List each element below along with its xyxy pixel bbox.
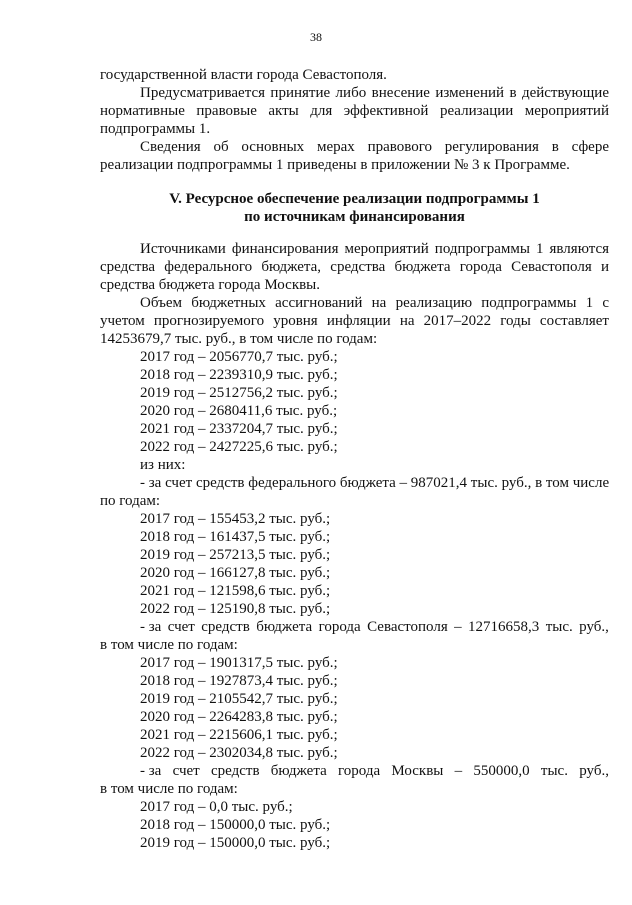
federal-year-2018: 2018 год – 161437,5 тыс. руб.; — [140, 529, 331, 545]
sevastopol-budget-line-1 — [100, 618, 609, 636]
sevastopol-year-2018: 2018 год – 1927873,4 тыс. руб.; — [140, 673, 338, 689]
sevastopol-year-2021: 2021 год – 2215606,1 тыс. руб.; — [140, 727, 338, 743]
paragraph-legal-acts: Предусматривается принятие либо внесение изменений в действующие нормативные правовые акты для эффективной реализации мероприятий подпрограммы 1. — [100, 85, 609, 137]
total-year-2018: 2018 год – 2239310,9 тыс. руб.; — [140, 367, 338, 383]
federal-year-2017: 2017 год – 155453,2 тыс. руб.; — [140, 511, 331, 527]
total-year-2021: 2021 год – 2337204,7 тыс. руб.; — [140, 421, 338, 437]
moscow-word: - за — [140, 763, 162, 779]
of-which-label: из них: — [140, 457, 186, 473]
paragraph-continuation: государственной власти города Севастополя. — [100, 67, 387, 83]
federal-year-2022: 2022 год – 125190,8 тыс. руб.; — [140, 601, 331, 617]
moscow-year-2018: 2018 год – 150000,0 тыс. руб.; — [140, 817, 331, 833]
total-year-2020: 2020 год – 2680411,6 тыс. руб.; — [140, 403, 338, 419]
sevastopol-year-2019: 2019 год – 2105542,7 тыс. руб.; — [140, 691, 338, 707]
sevastopol-budget-line-2: в том числе по годам: — [100, 637, 238, 653]
sevastopol-word: счет — [167, 619, 195, 635]
sevastopol-year-2022: 2022 год – 2302034,8 тыс. руб.; — [140, 745, 338, 761]
federal-budget-line-1: - за счет средств федерального бюджета – 987021,4 тыс. руб., в том числе — [140, 475, 610, 491]
sevastopol-word: 12716658,3 — [468, 619, 540, 635]
sevastopol-year-2020: 2020 год – 2264283,8 тыс. руб.; — [140, 709, 338, 725]
sevastopol-word: руб., — [579, 619, 609, 635]
total-year-2019: 2019 год – 2512756,2 тыс. руб.; — [140, 385, 338, 401]
section-heading-line-1: V. Ресурсное обеспечение реализации подпрограммы 1 — [169, 191, 540, 207]
sevastopol-word: средств — [201, 619, 250, 635]
federal-budget-line-2: по годам: — [100, 493, 161, 509]
paragraph-regulation-info: Сведения об основных мерах правового регулирования в сфере реализации подпрограммы 1 приведены в приложении № 3 к Программе. — [100, 139, 609, 173]
paragraph-budget-total: Объем бюджетных ассигнований на реализацию подпрограммы 1 с учетом прогнозируемого уровня инфляции на 2017–2022 годы составляет 14253679,7 тыс. руб., в том числе по годам: — [100, 295, 609, 347]
sevastopol-word: Севастополя — [367, 619, 448, 635]
federal-year-2021: 2021 год – 121598,6 тыс. руб.; — [140, 583, 331, 599]
moscow-budget-line-1 — [100, 762, 609, 780]
section-heading-line-2: по источникам финансирования — [244, 209, 465, 225]
moscow-word: средств — [210, 763, 260, 779]
moscow-word: – — [454, 763, 463, 779]
sevastopol-year-2017: 2017 год – 1901317,5 тыс. руб.; — [140, 655, 338, 671]
moscow-word: тыс. — [540, 763, 568, 779]
page-number: 38 — [310, 30, 322, 44]
moscow-word: Москвы — [391, 763, 444, 779]
moscow-year-2017: 2017 год – 0,0 тыс. руб.; — [140, 799, 293, 815]
moscow-year-2019: 2019 год – 150000,0 тыс. руб.; — [140, 835, 331, 851]
moscow-word: руб., — [579, 763, 609, 779]
federal-year-2020: 2020 год – 166127,8 тыс. руб.; — [140, 565, 331, 581]
sevastopol-word: бюджета — [256, 619, 313, 635]
sevastopol-word: - за — [140, 619, 162, 635]
moscow-word: 550000,0 — [473, 763, 530, 779]
moscow-word: счет — [172, 763, 200, 779]
moscow-word: бюджета — [270, 763, 327, 779]
total-year-2022: 2022 год – 2427225,6 тыс. руб.; — [140, 439, 338, 455]
sevastopol-word: города — [318, 619, 361, 635]
sevastopol-word: – — [454, 619, 462, 635]
moscow-word: города — [338, 763, 381, 779]
sevastopol-word: тыс. — [545, 619, 573, 635]
total-year-2017: 2017 год – 2056770,7 тыс. руб.; — [140, 349, 338, 365]
paragraph-funding-sources: Источниками финансирования мероприятий подпрограммы 1 являются средства федерального бюджета, средства бюджета города Севастополя и средства бюджета города Москвы. — [100, 241, 609, 293]
moscow-budget-line-2: в том числе по годам: — [100, 781, 238, 797]
federal-year-2019: 2019 год – 257213,5 тыс. руб.; — [140, 547, 331, 563]
